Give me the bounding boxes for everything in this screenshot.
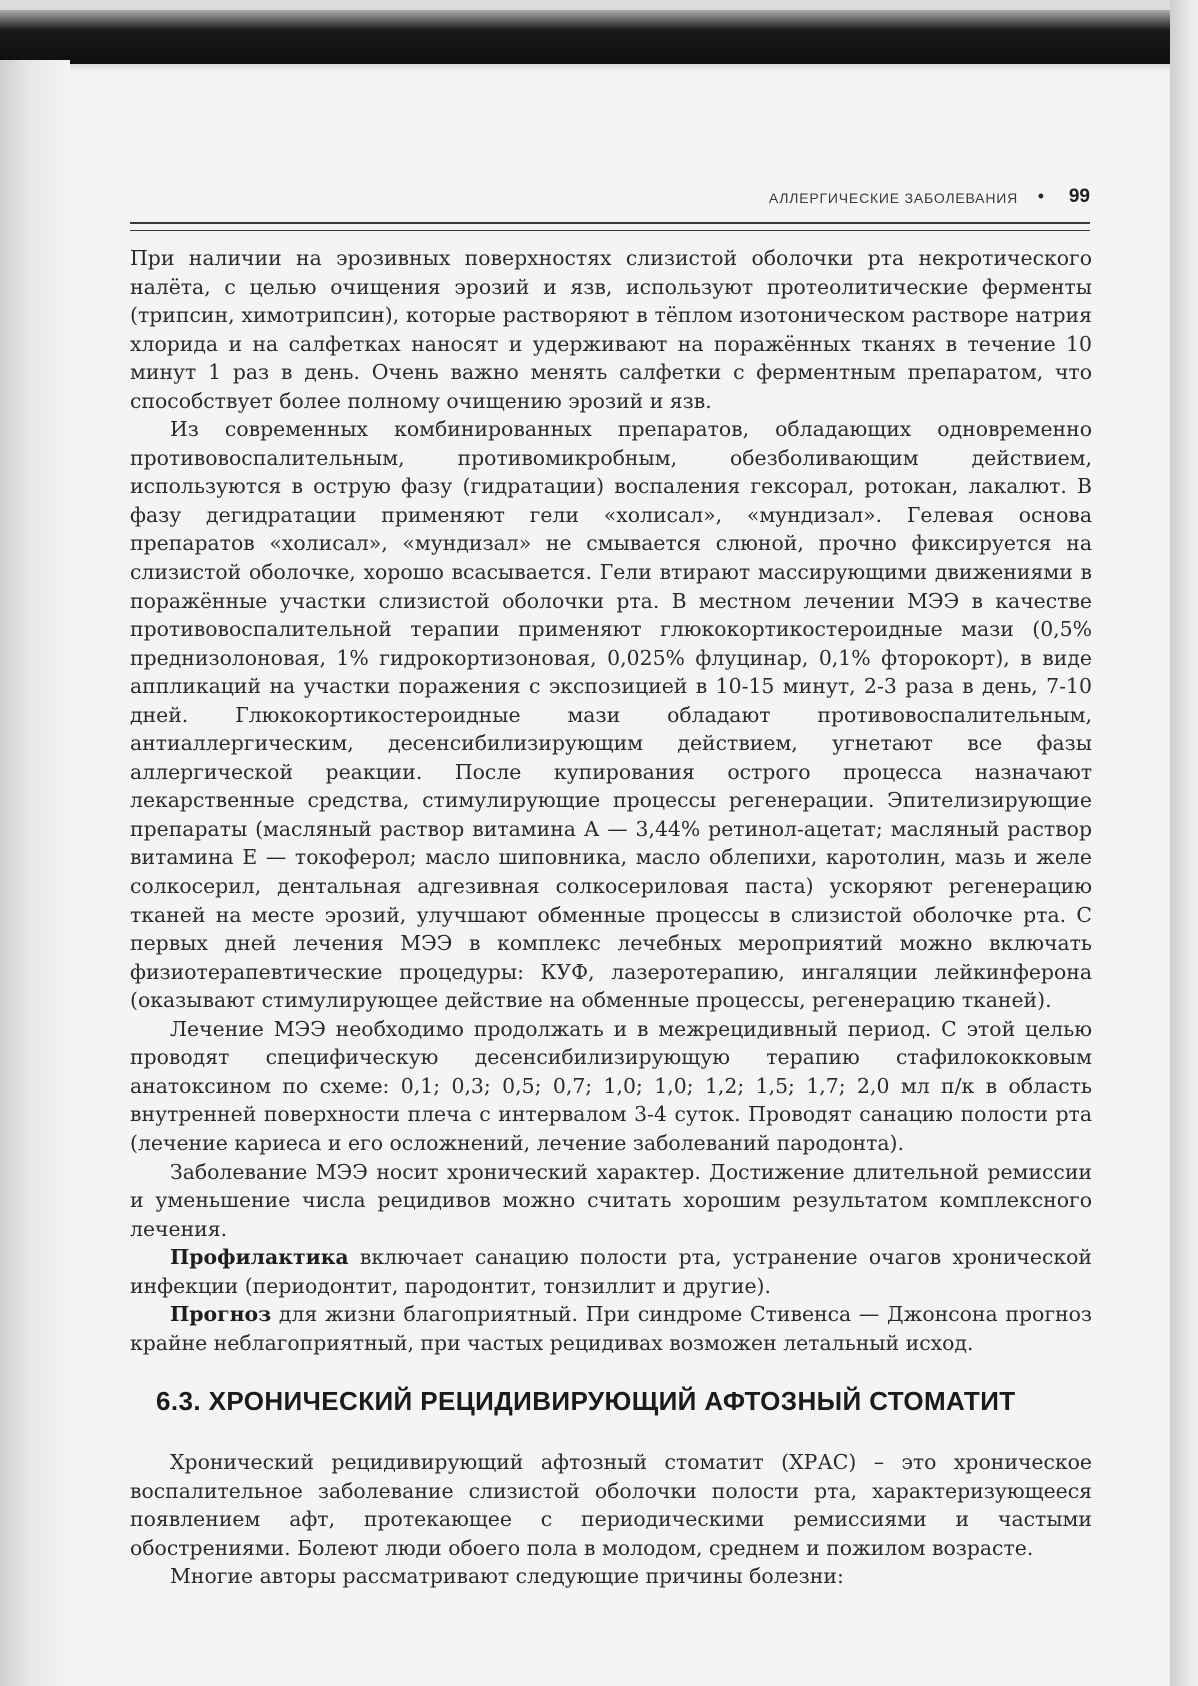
scanner-top-edge — [0, 0, 1198, 10]
header-bullet: • — [1037, 186, 1044, 206]
prophylaxis-term: Профилактика — [170, 1245, 349, 1270]
main-text-block — [130, 244, 1092, 1357]
paragraph-interrecurrent-treatment: Лечение МЭЭ необходимо продолжать и в межрецидивный период. С этой целью проводят специфическую десенсибилизирующую терапию стафилококковым анатоксином по схеме: 0,1; 0,3; 0,5; 0,7; 1,0; 1,0; 1,2; 1,5; 1,7; 2,0 мл п/к в область внутренней поверхности плеча с интервалом 3-4 суток. Проводят санацию полости рта (лечение кариеса и его осложнений, лечение заболеваний пародонта). — [130, 1016, 1092, 1155]
section-text-block — [130, 1448, 1092, 1591]
binding-shadow — [0, 60, 70, 1686]
paragraph-causes-intro: Многие авторы рассматривают следующие причины болезни: — [170, 1564, 844, 1589]
running-title: АЛЛЕРГИЧЕСКИЕ ЗАБОЛЕВАНИЯ — [768, 190, 1018, 206]
paragraph-enzymes: При наличии на эрозивных поверхностях слизистой оболочки рта некротического налёта, с целью очищения эрозий и язв, используют протеолитические ферменты (трипсин, химотрипсин), которые растворяют в тёплом изотоническом растворе натрия хлорида и на салфетках наносят и удерживают на поражённых тканях в течение 10 минут 1 раз в день. Очень важно менять салфетки с ферментным препаратом, что способствует более полному очищению эрозий и язв. — [130, 246, 1092, 413]
paragraph-combined-drugs: Из современных комбинированных препаратов, обладающих одновременно противовоспалительным, противомикробным, обезболивающим действием, используются в острую фазу (гидратации) воспаления гексорал, ротокан, лакалют. В фазу дегидратации применяют гели «холисал», «мундизал». Гелевая основа препаратов «холисал», «мундизал» не смывается слюной, прочно фиксируется на слизистой оболочке, хорошо всасывается. Гели втирают массирующими движениями в поражённые участки слизистой оболочки рта. В местном лечении МЭЭ в качестве противовоспалительной терапии применяют глюкокортикостероидные мази (0,5% преднизолоновая, 1% гидрокортизоновая, 0,025% флуцинар, 0,1% фторокорт), в виде аппликаций на участки поражения с экспозицией в 10-15 минут, 2-3 раза в день, 7-10 дней. Глюкокортикостероидные мази обладают противовоспалительным, антиаллергическим, десенсибилизирующим действием, угнетают все фазы аллергической реакции. После купирования острого процесса назначают лекарственные средства, стимулирующие процессы регенерации. Эпителизирующие препараты (масляный раствор витамина А — 3,44% ретинол-ацетат; масляный раствор витамина Е — токоферол; масло шиповника, масло облепихи, каротолин, мазь и желе солкосерил, дентальная адгезивная солкосериловая паста) ускоряют регенерацию тканей на месте эрозий, улучшают обменные процессы в слизистой оболочке рта. С первых дней лечения МЭЭ в комплекс лечебных мероприятий можно включать физиотерапевтические процедуры: КУФ, лазеротерапию, ингаляции лейкинферона (оказывают стимулирующее действие на обменные процессы, регенерацию тканей). — [130, 417, 1092, 1013]
section-heading: 6.3. ХРОНИЧЕСКИЙ РЕЦИДИВИРУЮЩИЙ АФТОЗНЫЙ СТОМАТИТ — [156, 1386, 1016, 1416]
running-header — [130, 186, 1090, 216]
prophylaxis-text: включает санацию полости рта, устранение очагов хронической инфекции (периодонтит, пародонтит, тонзиллит и другие). — [130, 1245, 1092, 1298]
page-number: 99 — [1068, 186, 1090, 207]
prognosis-term: Прогноз — [170, 1302, 272, 1327]
header-double-rule — [130, 222, 1090, 231]
paragraph-prophylaxis — [130, 1243, 1092, 1300]
prognosis-text: для жизни благоприятный. При синдроме Стивенса — Джонсона прогноз крайне неблагоприятный, при частых рецидивах возможен летальный исход. — [130, 1302, 1092, 1355]
page-right-edge — [1170, 0, 1198, 1686]
paragraph-chronic-course: Заболевание МЭЭ носит хронический характер. Достижение длительной ремиссии и уменьшение числа рецидивов можно считать хорошим результатом комплексного лечения. — [130, 1159, 1092, 1241]
paragraph-prognosis — [130, 1300, 1092, 1357]
paragraph-xras-definition: Хронический рецидивирующий афтозный стоматит (ХРАС) – это хроническое воспалительное заболевание слизистой оболочки полости рта, характеризующееся появлением афт, протекающее с периодическими ремиссиями и частыми обострениями. Болеют люди обоего пола в молодом, среднем и пожилом возрасте. — [130, 1450, 1092, 1560]
